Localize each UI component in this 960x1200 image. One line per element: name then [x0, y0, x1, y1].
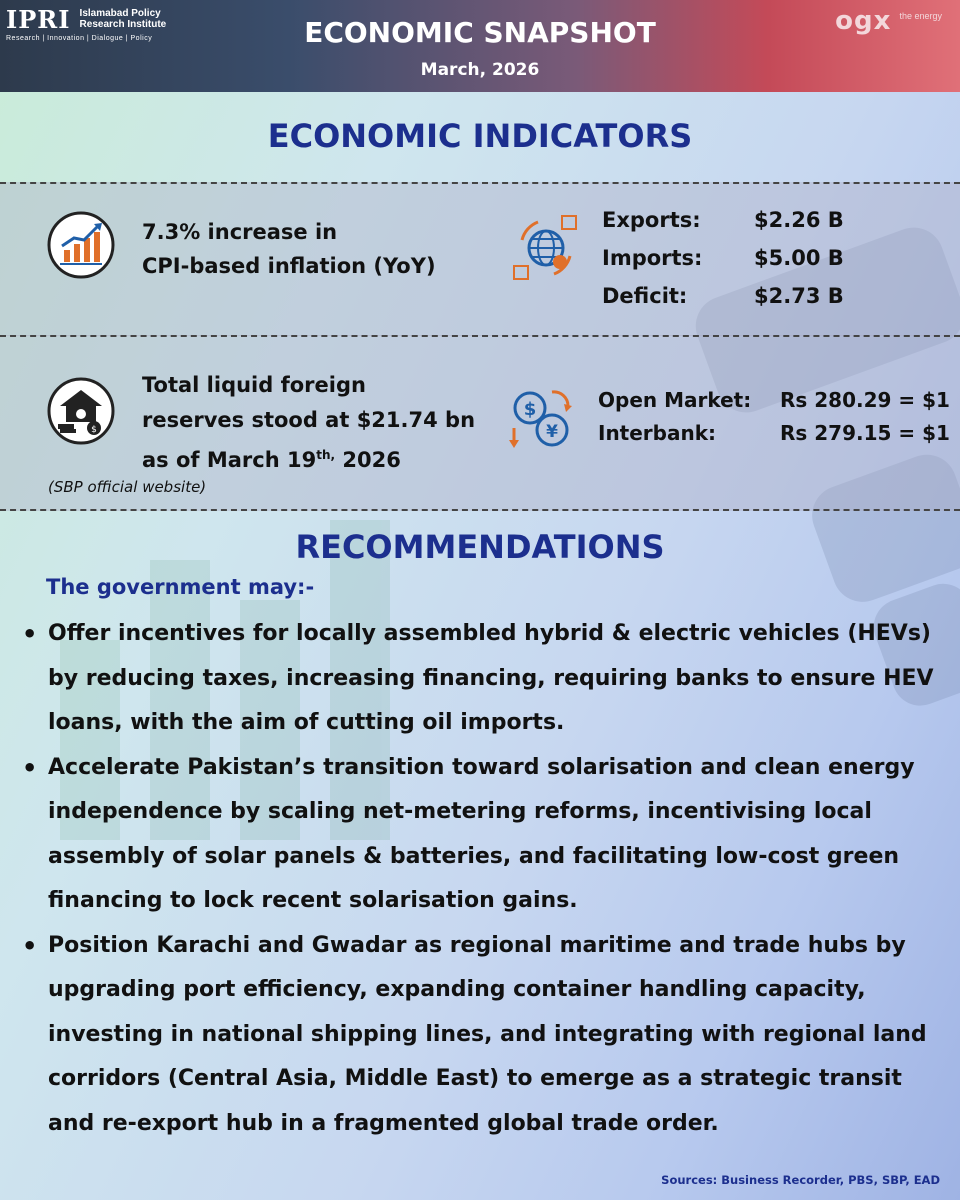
recommendation-item: • Position Karachi and Gwadar as regional maritime and trade hubs by upgrading port efficiency, expanding container handling capacity, investing in national shipping lines, and integrating with regional land corridors (Central Asia, Middle East) to emerge as a strategic transit and re-export hub in a fragmented global trade order. [22, 924, 952, 1147]
currency-exchange-icon [506, 384, 578, 456]
deficit-row [602, 277, 844, 315]
page-title: ECONOMIC SNAPSHOT [304, 16, 656, 49]
bank-reserves-icon [46, 376, 116, 446]
inflation-line2: CPI-based inflation (YoY) [142, 254, 436, 278]
reserves-line3: as of March $19^{th,}$ 2026 [142, 448, 401, 472]
exports-value: $2.26 B [754, 208, 844, 232]
page-subtitle: March, 2026 [420, 60, 540, 80]
imports-value: $5.00 B [754, 246, 844, 270]
ipri-name-line2: Research Institute [79, 19, 167, 30]
interbank-row [598, 417, 950, 450]
exports-row [602, 201, 844, 239]
reserves-line1: Total liquid foreign [142, 373, 366, 397]
indicators-heading: ECONOMIC INDICATORS [267, 117, 693, 155]
ogx-tagline: the energy [899, 11, 942, 21]
trade-figures [602, 201, 844, 315]
inflation-line1: 7.3% increase in [142, 220, 338, 244]
deficit-value: $2.73 B [754, 284, 844, 308]
recommendations-intro: The government may:- [46, 575, 315, 599]
exchange-rates [598, 384, 950, 450]
exports-label: Exports: [602, 208, 701, 232]
recommendation-item: • Accelerate Pakistan’s transition toward solarisation and clean energy independence by scaling net-metering reforms, incentivising local assembly of solar panels & batteries, and facilitating low-cost green financing to lock recent solarisation gains. [22, 746, 952, 924]
ogx-logo [835, 6, 942, 36]
recommendations-list [22, 612, 952, 1146]
open-market-row [598, 384, 950, 417]
reserves-source-note: (SBP official website) [48, 478, 207, 496]
imports-row [602, 239, 844, 277]
svg-text:¥: ¥ [546, 422, 558, 442]
recommendation-item: • Offer incentives for locally assembled hybrid & electric vehicles (HEVs) by reducing taxes, increasing financing, requiring banks to ensure HEV loans, with the aim of cutting oil imports. [22, 612, 952, 746]
ogx-logo-word: ogx [835, 6, 892, 36]
rising-chart-icon [46, 210, 116, 280]
ipri-tagline: Research | Innovation | Dialogue | Policy [6, 35, 153, 42]
interbank-label: Interbank: [598, 421, 717, 445]
interbank-value: Rs 279.15 = $1 [780, 421, 950, 445]
reserves-text [142, 368, 475, 478]
ipri-name-line1: Islamabad Policy [79, 8, 161, 19]
open-market-value: Rs 280.29 = $1 [780, 388, 950, 412]
sources-footnote: Sources: Business Recorder, PBS, SBP, EAD [661, 1173, 940, 1187]
ipri-logo-mark: IPRI [6, 5, 71, 34]
reserves-line2: reserves stood at $21.74 bn [142, 408, 476, 432]
svg-text:$: $ [91, 425, 97, 435]
open-market-label: Open Market: [598, 388, 752, 412]
inflation-text [142, 215, 436, 283]
imports-label: Imports: [602, 246, 703, 270]
svg-text:$: $ [523, 399, 537, 420]
header-banner [0, 0, 960, 92]
recommendations-heading: RECOMMENDATIONS [295, 528, 665, 566]
deficit-label: Deficit: [602, 284, 688, 308]
global-trade-icon [508, 210, 584, 286]
